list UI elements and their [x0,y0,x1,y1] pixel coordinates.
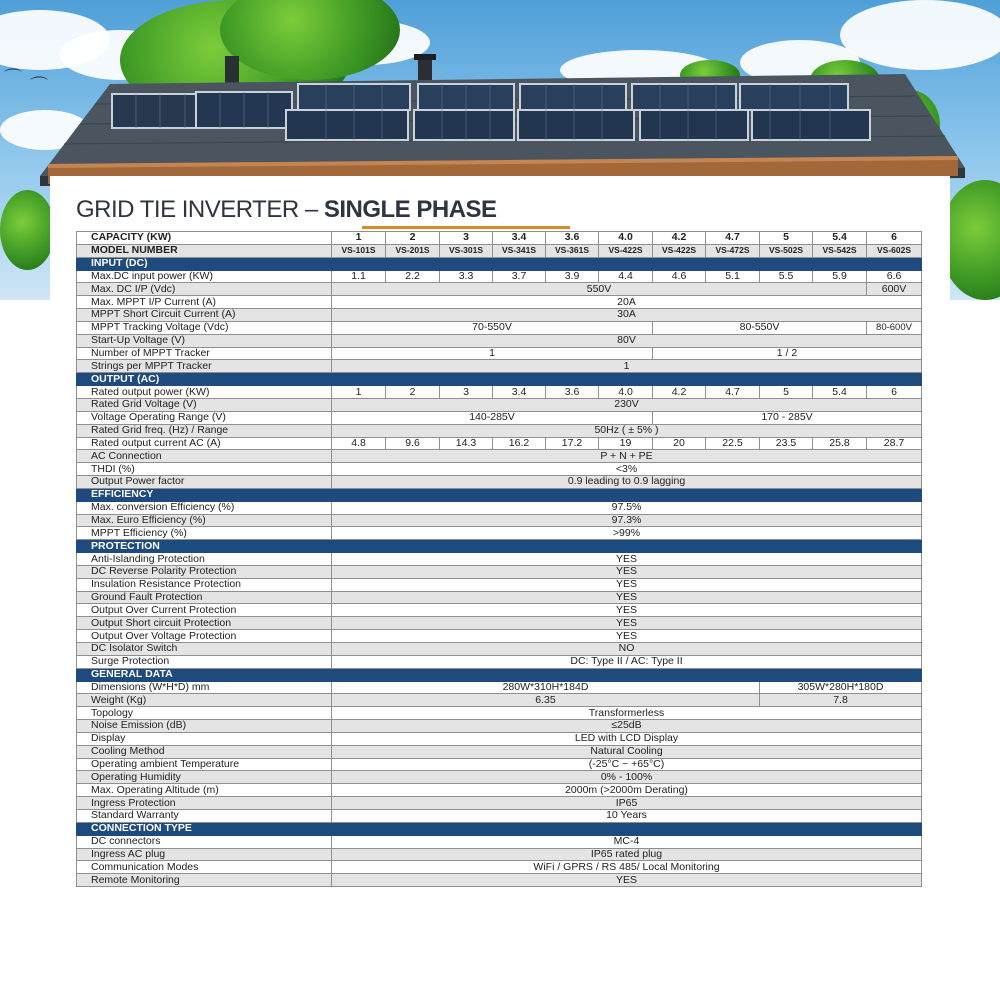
value-cell: 3.9 [546,270,599,283]
row-label: Max. DC I/P (Vdc) [77,283,332,296]
row-label: Ground Fault Protection [77,591,332,604]
row-label: Anti-Islanding Protection [77,553,332,566]
value-cell: 170 - 285V [653,411,922,424]
row-label: MPPT Short Circuit Current (A) [77,309,332,322]
section-title: CONNECTION TYPE [77,822,922,835]
row-label: Weight (Kg) [77,694,332,707]
row-label: Insulation Resistance Protection [77,578,332,591]
row-label: CAPACITY (KW) [77,232,332,245]
value-cell: NO [332,643,922,656]
model-cell: VS-542S [813,244,867,257]
spec-row [77,411,922,424]
value-cell: YES [332,604,922,617]
spec-row [77,630,922,643]
value-cell: 305W*280H*180D [760,681,922,694]
spec-row [77,334,922,347]
value-cell: 7.8 [760,694,922,707]
row-label: Rated output power (KW) [77,386,332,399]
value-cell: 30A [332,309,922,322]
model-cell: VS-201S [386,244,440,257]
capacity-cell: 3.6 [546,232,599,245]
spec-row [77,694,922,707]
value-cell: 9.6 [386,437,440,450]
value-cell: 17.2 [546,437,599,450]
spec-row [77,809,922,822]
row-label: Rated Grid freq. (Hz) / Range [77,424,332,437]
value-cell: 19 [599,437,653,450]
spec-row [77,527,922,540]
value-cell: MC-4 [332,835,922,848]
spec-row [77,617,922,630]
capacity-cell: 2 [386,232,440,245]
value-cell: 2 [386,386,440,399]
value-cell: 5 [760,386,813,399]
value-cell: (-25°C ~ +65°C) [332,758,922,771]
model-cell: VS-422S [599,244,653,257]
spec-row [77,437,922,450]
value-cell: 550V [332,283,867,296]
row-label: Noise Emission (dB) [77,720,332,733]
value-cell: 0.9 leading to 0.9 lagging [332,476,922,489]
spec-row [77,360,922,373]
bird-icon: ⌒ [4,68,22,89]
value-cell: YES [332,553,922,566]
value-cell: WiFi / GPRS / RS 485/ Local Monitoring [332,861,922,874]
model-cell: VS-422S [653,244,706,257]
value-cell: 230V [332,398,922,411]
row-label: Output Short circuit Protection [77,617,332,630]
model-cell: VS-341S [493,244,546,257]
value-cell: 4.7 [706,386,760,399]
section-title: GENERAL DATA [77,668,922,681]
row-label: Topology [77,707,332,720]
spec-row [77,398,922,411]
row-label: Max. Euro Efficiency (%) [77,514,332,527]
row-label: Display [77,732,332,745]
row-label: Rated output current AC (A) [77,437,332,450]
section-header-output-ac [77,373,922,386]
spec-row [77,463,922,476]
value-cell: P + N + PE [332,450,922,463]
value-cell: 20A [332,296,922,309]
value-cell: Transformerless [332,707,922,720]
spec-row [77,874,922,887]
row-label: Output Power factor [77,476,332,489]
section-title: INPUT (DC) [77,257,922,270]
spec-row [77,604,922,617]
row-label: Strings per MPPT Tracker [77,360,332,373]
spec-row [77,424,922,437]
value-cell: 3.3 [440,270,493,283]
spec-table-body [77,232,922,887]
value-cell: 97.3% [332,514,922,527]
value-cell: 1 / 2 [653,347,922,360]
value-cell: 6.6 [867,270,922,283]
spec-row [77,732,922,745]
value-cell: 4.6 [653,270,706,283]
value-cell: 1.1 [332,270,386,283]
value-cell: 28.7 [867,437,922,450]
row-label: MODEL NUMBER [77,244,332,257]
row-label: MPPT Efficiency (%) [77,527,332,540]
spec-row [77,655,922,668]
value-cell: 4.2 [653,386,706,399]
row-label: Dimensions (W*H*D) mm [77,681,332,694]
value-cell: 16.2 [493,437,546,450]
spec-row [77,681,922,694]
value-cell: 1 [332,386,386,399]
value-cell: 14.3 [440,437,493,450]
row-label: Output Over Current Protection [77,604,332,617]
row-label: Start-Up Voltage (V) [77,334,332,347]
value-cell: 3.7 [493,270,546,283]
value-cell: 80V [332,334,922,347]
row-label: Number of MPPT Tracker [77,347,332,360]
value-cell: YES [332,565,922,578]
value-cell: 80-600V [867,321,922,334]
section-title: OUTPUT (AC) [77,373,922,386]
row-label: Remote Monitoring [77,874,332,887]
title-bold: SINGLE PHASE [323,196,497,223]
capacity-cell: 1 [332,232,386,245]
spec-row [77,476,922,489]
row-label: AC Connection [77,450,332,463]
spec-row [77,450,922,463]
page-title [76,196,497,224]
row-label: Communication Modes [77,861,332,874]
section-header-general-data [77,668,922,681]
spec-row [77,758,922,771]
value-cell: 2000m (>2000m Derating) [332,784,922,797]
value-cell: ≤25dB [332,720,922,733]
value-cell: 80-550V [653,321,867,334]
value-cell: 20 [653,437,706,450]
spec-row [77,591,922,604]
value-cell: 4.0 [599,386,653,399]
value-cell: 1 [332,347,653,360]
model-cell: VS-101S [332,244,386,257]
section-header-efficiency [77,488,922,501]
value-cell: IP65 [332,797,922,810]
value-cell: YES [332,874,922,887]
spec-row [77,283,922,296]
value-cell: 5.1 [706,270,760,283]
row-label: Operating ambient Temperature [77,758,332,771]
section-header-protection [77,540,922,553]
model-cell: VS-472S [706,244,760,257]
spec-row [77,321,922,334]
spec-table [76,231,922,887]
row-label: Output Over Voltage Protection [77,630,332,643]
value-cell: YES [332,578,922,591]
capacity-cell: 6 [867,232,922,245]
value-cell: 23.5 [760,437,813,450]
capacity-cell: 5 [760,232,813,245]
row-label: Voltage Operating Range (V) [77,411,332,424]
row-label: DC Isolator Switch [77,643,332,656]
row-label: Cooling Method [77,745,332,758]
tree [0,190,55,270]
row-label: Ingress Protection [77,797,332,810]
model-cell: VS-361S [546,244,599,257]
row-label: Max. Operating Altitude (m) [77,784,332,797]
row-label: DC Reverse Polarity Protection [77,565,332,578]
section-title: EFFICIENCY [77,488,922,501]
spec-row [77,835,922,848]
value-cell: YES [332,591,922,604]
model-cell: VS-502S [760,244,813,257]
value-cell: >99% [332,527,922,540]
value-cell: Natural Cooling [332,745,922,758]
value-cell: YES [332,617,922,630]
row-label: Rated Grid Voltage (V) [77,398,332,411]
value-cell: 70-550V [332,321,653,334]
row-label: Max.DC input power (KW) [77,270,332,283]
spec-row [77,553,922,566]
spec-row [77,309,922,322]
model-cell: VS-602S [867,244,922,257]
spec-row [77,745,922,758]
model-cell: VS-301S [440,244,493,257]
value-cell: 6.35 [332,694,760,707]
section-header-input-dc [77,257,922,270]
row-label: Standard Warranty [77,809,332,822]
section-title: PROTECTION [77,540,922,553]
spec-row [77,270,922,283]
value-cell: 25.8 [813,437,867,450]
spec-row [77,578,922,591]
spec-row [77,797,922,810]
title-underline [362,226,570,229]
spec-row [77,848,922,861]
spec-row [77,296,922,309]
spec-row [77,514,922,527]
capacity-cell: 4.2 [653,232,706,245]
row-label: Max. MPPT I/P Current (A) [77,296,332,309]
value-cell: 280W*310H*184D [332,681,760,694]
capacity-cell: 4.0 [599,232,653,245]
spec-row [77,784,922,797]
spec-row [77,861,922,874]
row-label: Ingress AC plug [77,848,332,861]
row-label: Surge Protection [77,655,332,668]
value-cell: 1 [332,360,922,373]
value-cell: 3.6 [546,386,599,399]
capacity-cell: 4.7 [706,232,760,245]
model-row [77,244,922,257]
capacity-row [77,232,922,245]
row-label: THDI (%) [77,463,332,476]
spec-row [77,643,922,656]
section-header-connection-type [77,822,922,835]
value-cell: LED with LCD Display [332,732,922,745]
value-cell: 140-285V [332,411,653,424]
value-cell: 3.4 [493,386,546,399]
value-cell: 4.4 [599,270,653,283]
value-cell: 0% - 100% [332,771,922,784]
row-label: Operating Humidity [77,771,332,784]
bird-icon: ⌒ [30,76,48,97]
title-light: GRID TIE INVERTER – [76,196,324,223]
value-cell: 600V [867,283,922,296]
capacity-cell: 5.4 [813,232,867,245]
value-cell: 5.9 [813,270,867,283]
spec-row [77,771,922,784]
value-cell: YES [332,630,922,643]
spec-row [77,720,922,733]
value-cell: 3 [440,386,493,399]
spec-row [77,707,922,720]
capacity-cell: 3.4 [493,232,546,245]
value-cell: DC: Type II / AC: Type II [332,655,922,668]
value-cell: 5.5 [760,270,813,283]
roof-with-solar-panels [0,0,1000,200]
value-cell: IP65 rated plug [332,848,922,861]
value-cell: 97.5% [332,501,922,514]
value-cell: 50Hz ( ± 5% ) [332,424,922,437]
spec-row [77,565,922,578]
value-cell: 5.4 [813,386,867,399]
value-cell: <3% [332,463,922,476]
row-label: MPPT Tracking Voltage (Vdc) [77,321,332,334]
value-cell: 22.5 [706,437,760,450]
spec-row [77,347,922,360]
row-label: DC connectors [77,835,332,848]
row-label: Max. conversion Efficiency (%) [77,501,332,514]
value-cell: 6 [867,386,922,399]
capacity-cell: 3 [440,232,493,245]
value-cell: 2.2 [386,270,440,283]
spec-row [77,386,922,399]
value-cell: 10 Years [332,809,922,822]
spec-row [77,501,922,514]
value-cell: 4.8 [332,437,386,450]
